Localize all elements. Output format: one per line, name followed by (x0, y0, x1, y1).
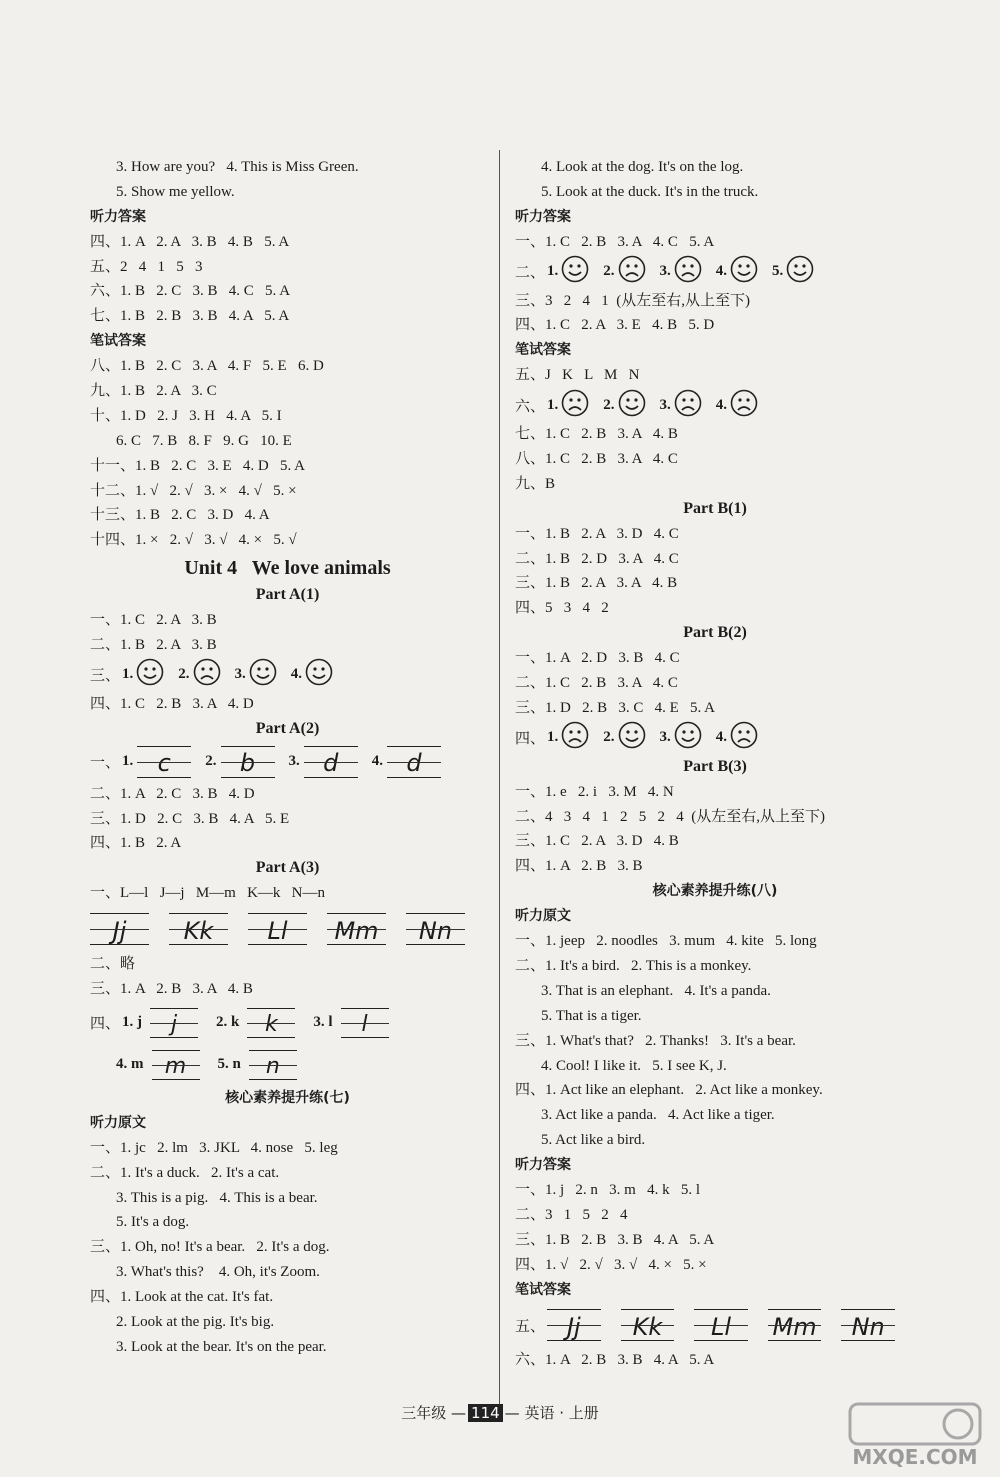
practice-title: 核心素养提升练(七) (225, 1089, 350, 1106)
four-line-writing-box (304, 746, 358, 778)
face-answer (660, 255, 702, 288)
face-answer (547, 721, 589, 754)
handwriting-answer (205, 746, 274, 778)
section-heading: 听力答案 (515, 208, 571, 225)
item-number: 3. (659, 263, 671, 280)
handwritten-letter-pair: Jj (112, 917, 127, 946)
question-number: 一、 (90, 755, 121, 772)
happy-face-icon (618, 721, 646, 754)
face-answer (235, 658, 277, 691)
handwritten-letter: c (157, 748, 171, 777)
face-answer-row (515, 388, 915, 422)
letter-answer (116, 1050, 200, 1080)
answer-line: 二、1. A 2. C 3. B 4. D (90, 785, 255, 802)
answer-line: 二、3 1 5 2 4 (515, 1206, 628, 1223)
item-number: 3. (288, 753, 300, 770)
answer-line: 二、1. B 2. A 3. B (90, 637, 217, 654)
handwritten-letter-pair: Kk (632, 1313, 663, 1342)
answer-line: 十一、1. B 2. C 3. E 4. D 5. A (90, 457, 306, 474)
four-line-writing-box (341, 1008, 389, 1038)
answer-line: 3. Look at the bear. It's on the pear. (116, 1338, 327, 1355)
watermark-logo (840, 1399, 990, 1469)
four-line-writing-box (768, 1309, 822, 1341)
item-number: 2. (205, 753, 217, 770)
sad-face-icon (193, 658, 221, 691)
question-number: 四、 (515, 731, 546, 748)
alphabet-writing-row (90, 906, 485, 952)
handwritten-letter: b (239, 748, 256, 777)
answer-line: 一、1. B 2. A 3. D 4. C (515, 525, 679, 542)
answer-line: 三、1. B 2. A 3. A 4. B (515, 575, 678, 592)
answer-line: 三、1. A 2. B 3. A 4. B (90, 981, 253, 998)
answer-line: 一、1. jeep 2. noodles 3. mum 4. kite 5. long (515, 933, 817, 950)
sad-face-icon (561, 389, 589, 422)
item-number: 2. (603, 396, 615, 413)
happy-face-icon (786, 255, 814, 288)
question-number: 四、 (90, 1016, 121, 1033)
part-title: Part A(1) (255, 586, 320, 604)
letter-writing-row (90, 1002, 485, 1044)
answer-line: 五、2 4 1 5 3 (90, 258, 203, 275)
face-answer-row (90, 658, 485, 692)
item-number: 4. (715, 396, 728, 413)
item-number: 1. (547, 729, 559, 746)
handwritten-letter-pair: Kk (183, 917, 214, 946)
face-answer (547, 389, 589, 422)
answer-line: 3. What's this? 4. Oh, it's Zoom. (116, 1264, 320, 1281)
face-answer-row (515, 721, 915, 755)
item-number: 2. (603, 263, 615, 280)
answer-line: 5. Show me yellow. (116, 183, 235, 200)
item-number: 1. j (122, 1014, 143, 1031)
answer-line: 5. It's a dog. (116, 1214, 190, 1231)
answer-line: 四、1. Act like an elephant. 2. Act like a monkey. (515, 1082, 823, 1099)
answer-line: 3. That is an elephant. 4. It's a panda. (541, 982, 771, 999)
answer-line: 二、1. C 2. B 3. A 4. C (515, 675, 678, 692)
watermark-icon (840, 1399, 990, 1449)
section-heading: 笔试答案 (90, 333, 146, 350)
happy-face-icon (305, 658, 333, 691)
right-column (515, 155, 915, 1373)
handwritten-letter: d (406, 748, 422, 777)
sad-face-icon (730, 389, 758, 422)
four-line-writing-box (247, 1008, 295, 1038)
sad-face-icon (674, 389, 702, 422)
four-line-writing-box (169, 913, 228, 945)
answer-line: 3. Act like a panda. 4. Act like a tiger. (541, 1107, 775, 1124)
column-divider (499, 150, 500, 1410)
item-number: 4. (715, 263, 728, 280)
four-line-writing-box (387, 746, 441, 778)
happy-face-icon (674, 721, 702, 754)
footer-grade: 三年级 (401, 1404, 447, 1422)
answer-line: 五、J K L M N (515, 367, 640, 384)
handwriting-answer (372, 746, 441, 778)
handwritten-letter-pair: Ll (710, 1313, 732, 1342)
unit-title: Unit 4 We love animals (184, 557, 391, 580)
section-heading: 笔试答案 (515, 342, 571, 359)
item-number: 1. (547, 263, 559, 280)
item-number: 2. (178, 666, 190, 683)
answer-line: 一、1. j 2. n 3. m 4. k 5. l (515, 1181, 701, 1198)
handwritten-letter-pair: Ll (267, 917, 288, 946)
handwritten-letter: k (264, 1011, 278, 1037)
face-answer (716, 255, 758, 288)
answer-line: 三、3 2 4 1 (从左至右,从上至下) (515, 292, 750, 309)
handwritten-letter-pair: Jj (566, 1313, 581, 1342)
answer-line: 十、1. D 2. J 3. H 4. A 5. I (90, 407, 282, 424)
face-answer (660, 721, 702, 754)
answer-line: 七、1. C 2. B 3. A 4. B (515, 426, 678, 443)
handwritten-letter: l (361, 1011, 368, 1037)
part-title: Part B(3) (683, 757, 747, 775)
handwritten-letter: d (323, 748, 339, 777)
sad-face-icon (730, 721, 758, 754)
handwritten-letter-pair: Mm (772, 1313, 817, 1342)
item-number: 3. (234, 666, 246, 683)
face-answer (291, 658, 333, 691)
handwriting-answer-row (90, 742, 485, 782)
answer-line: 八、1. B 2. C 3. A 4. F 5. E 6. D (90, 358, 324, 375)
left-column (90, 155, 485, 1360)
section-heading: 听力原文 (515, 908, 571, 925)
question-number: 六、 (515, 398, 546, 415)
face-answer (603, 255, 645, 288)
answer-line: 四、1. √ 2. √ 3. √ 4. × 5. × (515, 1256, 707, 1273)
answer-line: 三、1. Oh, no! It's a bear. 2. It's a dog. (90, 1239, 330, 1256)
letter-answer (218, 1050, 297, 1080)
item-number: 5. (772, 263, 784, 280)
face-answer (122, 658, 164, 691)
item-number: 1. (122, 753, 134, 770)
item-number: 2. (603, 729, 615, 746)
face-answer (178, 658, 220, 691)
handwritten-letter-pair: Nn (418, 917, 453, 946)
answer-line: 4. Look at the dog. It's on the log. (541, 159, 744, 175)
answer-line: 八、1. C 2. B 3. A 4. C (515, 451, 678, 468)
handwriting-answer (122, 746, 191, 778)
item-number: 4. (371, 753, 384, 770)
answer-line: 4. Cool! I like it. 5. I see K, J. (541, 1057, 727, 1074)
sad-face-icon (674, 255, 702, 288)
part-title: Part A(2) (255, 719, 320, 737)
answer-line: 四、1. C 2. A 3. E 4. B 5. D (515, 317, 715, 334)
four-line-writing-box (841, 1309, 895, 1341)
practice-title: 核心素养提升练(八) (652, 883, 778, 900)
answer-line: 一、1. C 2. B 3. A 4. C 5. A (515, 233, 715, 250)
answer-line: 三、1. D 2. B 3. C 4. E 5. A (515, 699, 716, 716)
handwritten-letter: j (170, 1011, 178, 1037)
letter-writing-row (90, 1044, 485, 1086)
answer-line: 一、1. e 2. i 3. M 4. N (515, 783, 674, 800)
happy-face-icon (730, 255, 758, 288)
answer-line: 5. That is a tiger. (541, 1007, 642, 1024)
item-number: 1. (122, 666, 134, 683)
answer-line: 3. How are you? 4. This is Miss Green. (116, 159, 359, 175)
answer-line: 四、5 3 4 2 (515, 600, 609, 617)
answer-line: 2. Look at the pig. It's big. (116, 1313, 275, 1330)
answer-line: 二、略 (90, 956, 136, 973)
face-answer (603, 389, 645, 422)
four-line-writing-box (547, 1309, 601, 1341)
happy-face-icon (618, 389, 646, 422)
four-line-writing-box (406, 913, 465, 945)
face-answer-row (515, 255, 915, 289)
sad-face-icon (561, 721, 589, 754)
question-number: 二、 (515, 265, 546, 282)
answer-line: 三、1. B 2. B 3. B 4. A 5. A (515, 1231, 715, 1248)
handwritten-letter: m (164, 1053, 187, 1079)
part-title: Part A(3) (255, 859, 320, 877)
item-number: 5. n (217, 1056, 241, 1073)
answer-line: 九、B (515, 475, 556, 492)
section-heading: 听力答案 (515, 1157, 571, 1174)
face-answer (660, 389, 702, 422)
answer-line: 七、1. B 2. B 3. B 4. A 5. A (90, 308, 290, 325)
section-heading: 笔试答案 (515, 1281, 571, 1298)
four-line-writing-box (694, 1309, 748, 1341)
answer-line: 5. Look at the duck. It's in the truck. (541, 183, 759, 200)
handwritten-letter-pair: Mm (334, 917, 379, 946)
alphabet-writing-row (515, 1302, 915, 1348)
item-number: 4. (715, 729, 728, 746)
item-number: 4. m (116, 1056, 144, 1073)
face-answer (547, 255, 589, 288)
part-title: Part B(1) (683, 499, 747, 517)
answer-line: 二、1. It's a bird. 2. This is a monkey. (515, 957, 752, 974)
item-number: 3. l (313, 1014, 333, 1031)
question-number: 三、 (90, 668, 121, 685)
handwritten-letter: n (265, 1053, 280, 1079)
happy-face-icon (561, 255, 589, 288)
answer-line: 四、1. A 2. A 3. B 4. B 5. A (90, 233, 290, 250)
section-heading: 听力答案 (90, 208, 146, 225)
answer-line: 一、1. A 2. D 3. B 4. C (515, 650, 680, 667)
four-line-writing-box (248, 913, 307, 945)
face-answer (603, 721, 645, 754)
face-answer (716, 389, 758, 422)
answer-line: 6. C 7. B 8. F 9. G 10. E (116, 432, 292, 449)
answer-line: 三、1. What's that? 2. Thanks! 3. It's a bear. (515, 1032, 796, 1049)
page-number: 114 (468, 1404, 503, 1422)
four-line-writing-box (327, 913, 386, 945)
letter-answer (313, 1008, 388, 1038)
answer-line: 十二、1. √ 2. √ 3. × 4. √ 5. × (90, 482, 297, 499)
answer-line: 四、1. B 2. A (90, 835, 182, 852)
letter-answer (216, 1008, 295, 1038)
happy-face-icon (136, 658, 164, 691)
sad-face-icon (618, 255, 646, 288)
answer-line: 三、1. C 2. A 3. D 4. B (515, 833, 679, 850)
question-number: 五、 (515, 1318, 546, 1335)
answer-line: 六、1. B 2. C 3. B 4. C 5. A (90, 283, 291, 300)
answer-line: 一、1. jc 2. lm 3. JKL 4. nose 5. leg (90, 1139, 338, 1156)
item-number: 4. (290, 666, 303, 683)
four-line-writing-box (249, 1050, 297, 1080)
answer-line: 3. This is a pig. 4. This is a bear. (116, 1189, 318, 1206)
item-number: 2. k (216, 1014, 240, 1031)
section-heading: 听力原文 (90, 1114, 146, 1131)
four-line-writing-box (90, 913, 149, 945)
page-footer: 三年级 — 114 — 英语 · 上册 (401, 1404, 599, 1422)
answer-line: 六、1. A 2. B 3. B 4. A 5. A (515, 1352, 715, 1369)
item-number: 3. (659, 396, 671, 413)
four-line-writing-box (152, 1050, 200, 1080)
four-line-writing-box (150, 1008, 198, 1038)
handwritten-letter-pair: Nn (851, 1313, 885, 1342)
answer-line: 十三、1. B 2. C 3. D 4. A (90, 507, 270, 524)
watermark-text: MXQE.COM (852, 1445, 978, 1469)
face-answer (772, 255, 814, 288)
four-line-writing-box (137, 746, 191, 778)
answer-line: 三、1. D 2. C 3. B 4. A 5. E (90, 810, 290, 827)
happy-face-icon (249, 658, 277, 691)
letter-answer (122, 1008, 198, 1038)
part-title: Part B(2) (683, 624, 747, 642)
four-line-writing-box (621, 1309, 675, 1341)
answer-line: 二、4 3 4 1 2 5 2 4 (从左至右,从上至下) (515, 808, 825, 825)
answer-line: 一、L—l J—j M—m K—k N—n (90, 885, 326, 902)
answer-line: 一、1. C 2. A 3. B (90, 612, 217, 629)
four-line-writing-box (221, 746, 275, 778)
footer-subject: 英语 · 上册 (524, 1404, 599, 1422)
answer-line: 九、1. B 2. A 3. C (90, 383, 217, 400)
answer-line: 四、1. C 2. B 3. A 4. D (90, 695, 254, 712)
answer-line: 5. Act like a bird. (541, 1132, 646, 1149)
answer-line: 二、1. It's a duck. 2. It's a cat. (90, 1164, 280, 1181)
answer-line: 四、1. Look at the cat. It's fat. (90, 1289, 274, 1306)
answer-line: 四、1. A 2. B 3. B (515, 858, 643, 875)
answer-line: 二、1. B 2. D 3. A 4. C (515, 550, 679, 567)
item-number: 3. (659, 729, 671, 746)
handwriting-answer (289, 746, 358, 778)
item-number: 1. (547, 396, 559, 413)
face-answer (716, 721, 758, 754)
answer-line: 十四、1. × 2. √ 3. √ 4. × 5. √ (90, 532, 297, 549)
